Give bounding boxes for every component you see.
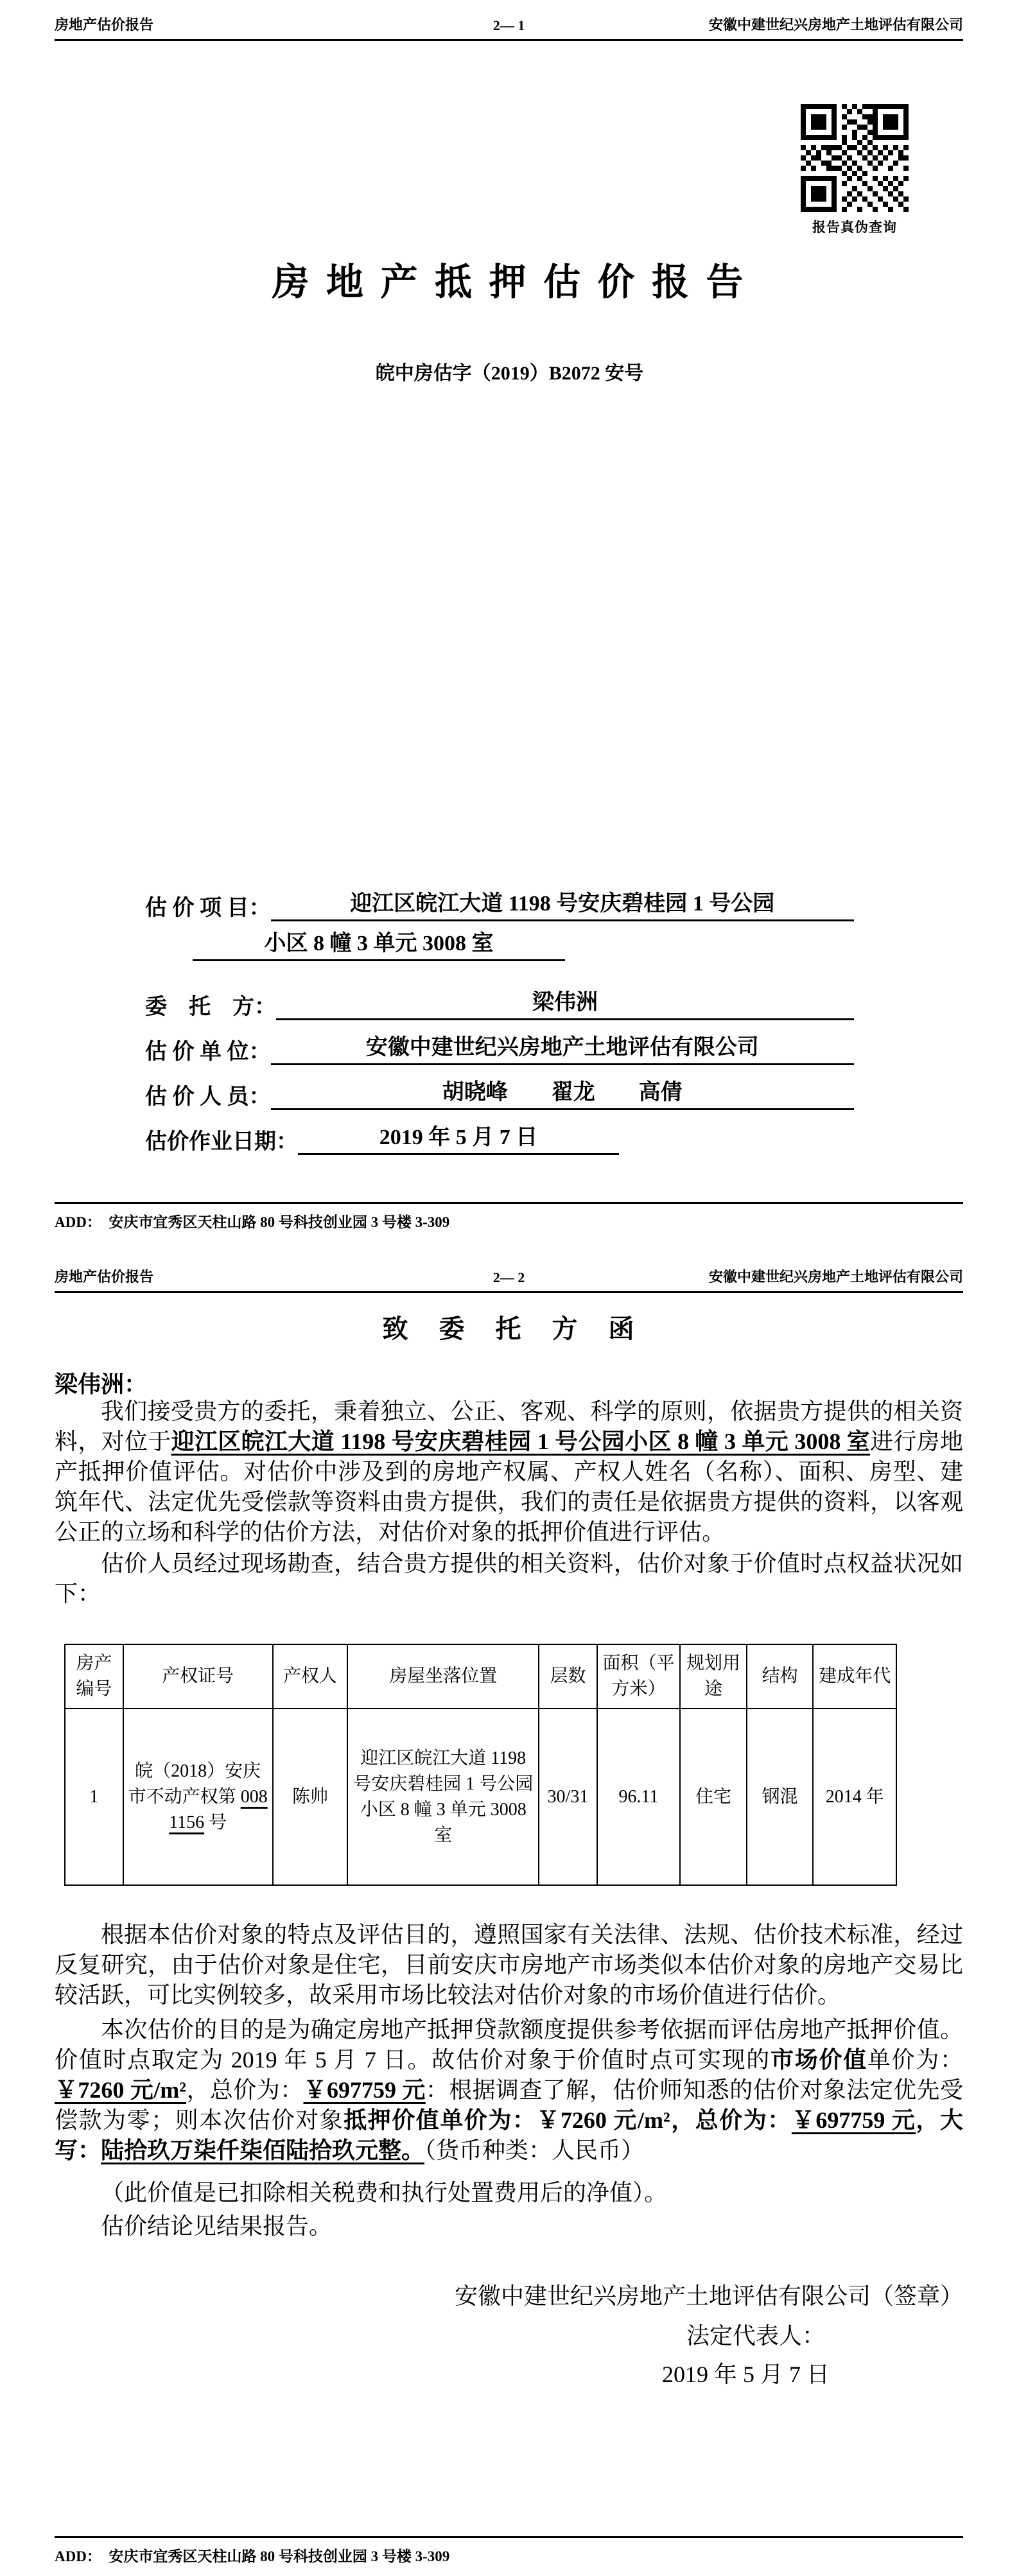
subject-property-text: 迎江区皖江大道 1198 号安庆碧桂园 1 号公园小区 8 幢 3 单元 3008 室 xyxy=(171,1429,871,1454)
amount-in-words: 陆拾玖万柒仟柒佰陆拾玖元整。 xyxy=(101,2137,425,2163)
report-title: 房 地 产 抵 押 估 价 报 告 xyxy=(272,261,747,303)
letter-page xyxy=(0,1258,1019,2576)
report-doc-number: 皖中房估字（2019）B2072 安号 xyxy=(375,363,644,384)
text-run: 单价为： xyxy=(440,2107,537,2133)
qr-block xyxy=(801,104,909,236)
qr-caption: 报告真伪查询 xyxy=(812,220,897,235)
client-label: 委 托 方： xyxy=(145,995,276,1019)
salutation: 梁伟洲： xyxy=(55,1371,148,1397)
form-row-project xyxy=(145,889,854,921)
form-row-client xyxy=(145,988,854,1020)
cell-owner: 陈帅 xyxy=(273,1709,348,1885)
project-value-line1: 迎江区皖江大道 1198 号安庆碧桂园 1 号公园 xyxy=(271,885,855,921)
cell-year: 2014 年 xyxy=(813,1709,896,1885)
page2-footer-address: ADD： 安庆市宜秀区天柱山路 80 号科技创业园 3 号楼 3-309 xyxy=(55,2536,963,2566)
currency-note: （货币种类：人民币） xyxy=(424,2137,645,2163)
signature-date: 2019 年 5 月 7 日 xyxy=(661,2362,830,2387)
header-page-number: 2— 2 xyxy=(492,1269,525,1285)
date-value: 2019 年 5 月 7 日 xyxy=(298,1119,619,1155)
cert-prefix: 皖（2018）安庆市不动产权第 xyxy=(128,1761,261,1807)
letter-paragraph-1 xyxy=(55,1397,963,1547)
cell-location: 迎江区皖江大道 1198 号安庆碧桂园 1 号公园小区 8 幢 3 单元 3008 室 xyxy=(347,1709,539,1885)
col-location: 房屋坐落位置 xyxy=(347,1644,539,1709)
text-run: 进行房地产抵押价值评估。对估价中涉及到的房地产权属、产权人姓名（名称）、面积、房型、建筑年代、法定优先受偿款等资料由贵方提供，我们的责任是依据贵方提供的资料，以客观公正的立场和科学的估价方法，对估价对象的抵押价值进行评估。 xyxy=(55,1429,963,1545)
col-property-no: 房产编号 xyxy=(65,1644,123,1709)
text-run: 单价为： xyxy=(867,2047,963,2073)
cert-number: 0081156 xyxy=(169,1786,268,1832)
cell-structure: 钢混 xyxy=(747,1709,814,1885)
table-row xyxy=(65,1709,896,1885)
cell-cert-no xyxy=(123,1709,273,1885)
col-cert-no: 产权证号 xyxy=(123,1644,273,1709)
project-label: 估 价 项 目： xyxy=(145,896,271,920)
text-run: ，大写： xyxy=(55,2107,963,2163)
property-table-wrap xyxy=(64,1644,897,1886)
unit-price-value: ￥7260 元/m² xyxy=(55,2077,187,2103)
col-structure: 结构 xyxy=(747,1644,814,1709)
col-area: 面积（平方米） xyxy=(597,1644,681,1709)
letter-paragraph-4 xyxy=(55,2015,963,2166)
text-run: ，总价为： xyxy=(186,2077,304,2103)
qr-code-icon xyxy=(801,104,909,212)
text-run: ：根据调查了解，估价师知悉的估价对象法定优先受偿款为零；则本次估价对象 xyxy=(55,2077,963,2133)
staff-value: 胡晓峰 翟龙 高倩 xyxy=(271,1074,855,1110)
cell-use: 住宅 xyxy=(680,1709,747,1885)
text-run: 我们接受贵方的委托，秉着独立、公正、客观、科学的原则，依据贵方提供的相关资料，对位于 xyxy=(55,1398,963,1454)
header-doc-title: 房地产估价报告 xyxy=(55,17,154,33)
header-company-name: 安徽中建世纪兴房地产土地评估有限公司 xyxy=(708,17,963,33)
signature-company: 安徽中建世纪兴房地产土地评估有限公司（签章） xyxy=(454,2283,963,2309)
text-run: 本次估价的目的是为确定房地产抵押贷款额度提供参考依据而评估房地产抵押价值。价值时点取定为 2019 年 5 月 7 日。故估价对象于价值时点可实现的 xyxy=(55,2017,963,2073)
letter-paragraph-3: 根据本估价对象的特点及评估目的，遵照国家有关法律、法规、估价技术标准，经过反复研究，由于估价对象是住宅，目前安庆市房地产市场类似本估价对象的房地产交易比较活跃，可比实例较多，故采用市场比较法对估价对象的市场价值进行估价。 xyxy=(55,1922,963,2008)
col-year: 建成年代 xyxy=(813,1644,896,1709)
table-header-row xyxy=(65,1644,896,1709)
col-use: 规划用途 xyxy=(680,1644,747,1709)
letter-paragraph-6: 估价结论见结果报告。 xyxy=(101,2213,333,2239)
col-owner: 产权人 xyxy=(273,1644,348,1709)
cover-form xyxy=(145,889,854,1168)
form-row-agency xyxy=(145,1033,854,1065)
total-price-value: ￥697759 元 xyxy=(303,2077,426,2103)
header-doc-title: 房地产估价报告 xyxy=(55,1269,154,1285)
col-floors: 层数 xyxy=(539,1644,597,1709)
page1-footer-address: ADD： 安庆市宜秀区天柱山路 80 号科技创业园 3 号楼 3-309 xyxy=(55,1202,963,1231)
mortgage-value-term: 抵押价值 xyxy=(344,2107,440,2133)
header-page-number: 2— 1 xyxy=(492,17,525,33)
form-row-date xyxy=(145,1123,854,1155)
page2-running-header xyxy=(55,1266,963,1293)
letter-title: 致 委 托 方 函 xyxy=(382,1314,637,1343)
market-value-term: 市场价值 xyxy=(771,2047,867,2073)
client-value: 梁伟洲 xyxy=(276,984,854,1020)
cell-floors: 30/31 xyxy=(539,1709,597,1885)
letter-paragraph-5: （此价值是已扣除相关税费和执行处置费用后的净值）。 xyxy=(101,2180,668,2206)
form-row-project-cont xyxy=(145,929,854,961)
form-row-staff xyxy=(145,1078,854,1110)
text-run: ，总价为： xyxy=(670,2107,792,2133)
property-table xyxy=(64,1644,897,1886)
cert-suffix: 号 xyxy=(204,1812,227,1832)
mortgage-unit-price: ￥7260 元/m² xyxy=(536,2107,670,2133)
cover-page xyxy=(0,0,1019,1258)
date-label: 估价作业日期： xyxy=(145,1130,298,1154)
header-company-name: 安徽中建世纪兴房地产土地评估有限公司 xyxy=(708,1269,963,1285)
signature-legal-rep: 法定代表人： xyxy=(686,2323,825,2349)
staff-label: 估 价 人 员： xyxy=(145,1085,271,1109)
agency-label: 估 价 单 位： xyxy=(145,1040,271,1064)
cell-area: 96.11 xyxy=(597,1709,681,1885)
project-value-line2: 小区 8 幢 3 单元 3008 室 xyxy=(193,925,565,961)
agency-value: 安徽中建世纪兴房地产土地评估有限公司 xyxy=(271,1029,855,1065)
cell-property-no: 1 xyxy=(65,1709,123,1885)
letter-paragraph-2: 估价人员经过现场勘查，结合贵方提供的相关资料，估价对象于价值时点权益状况如下： xyxy=(55,1551,963,1606)
mortgage-total-price: ￥697759 元 xyxy=(791,2107,916,2133)
page1-running-header xyxy=(55,14,963,41)
